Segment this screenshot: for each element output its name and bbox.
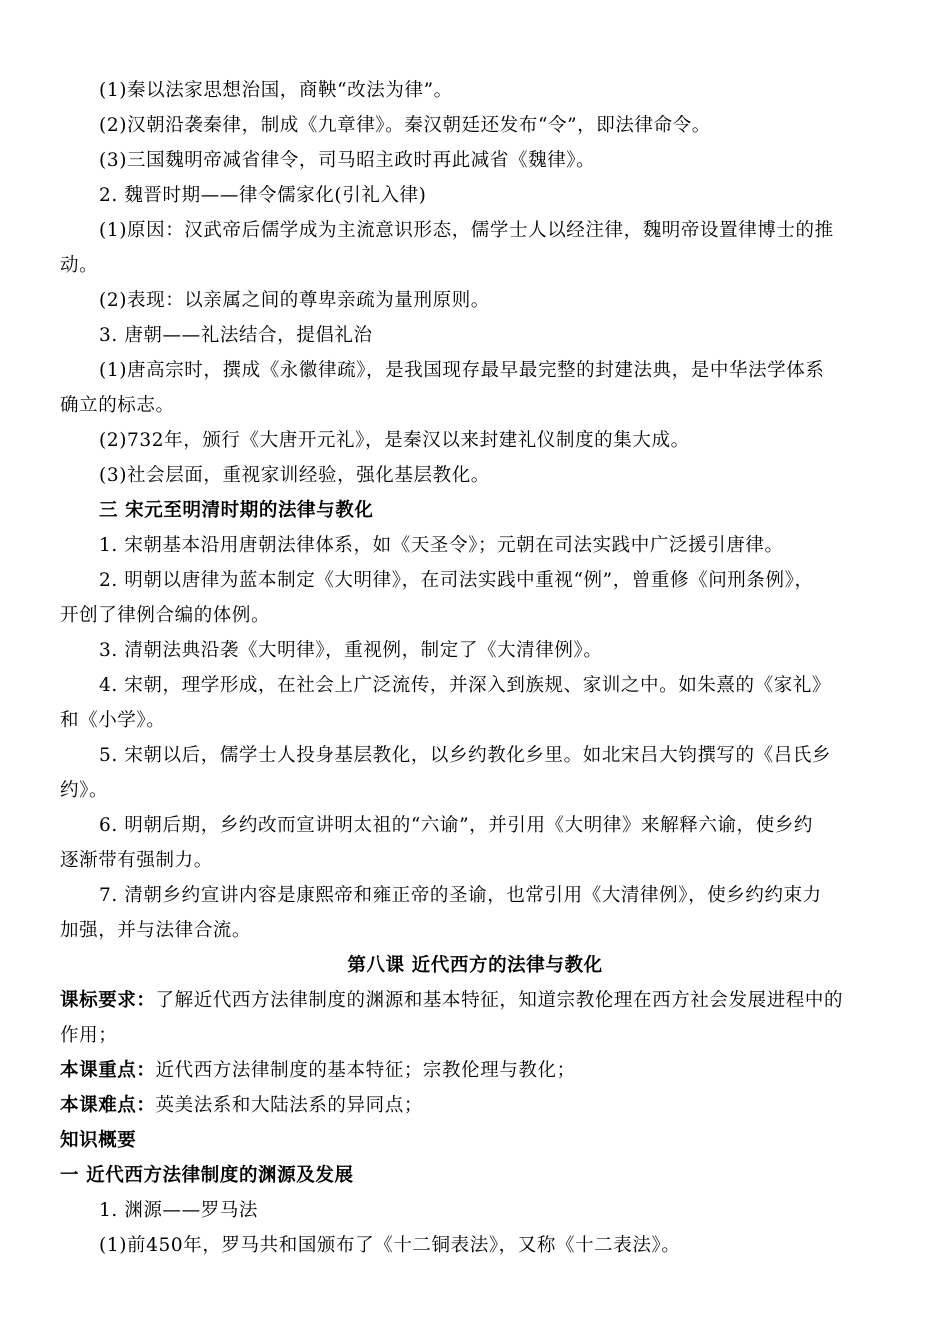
text-line: 确立的标志。 xyxy=(60,395,175,416)
key-points-label: 本课重点： xyxy=(60,1060,156,1081)
section-heading: 三 宋元至明清时期的法律与教化 xyxy=(99,500,374,521)
text-line: 4. 宋朝，理学形成，在社会上广泛流传，并深入到族规、家训之中。如朱熹的《家礼》 xyxy=(99,675,832,696)
text-line: (2)表现：以亲属之间的尊卑亲疏为量刑原则。 xyxy=(99,290,490,311)
difficult-points-label: 本课难点： xyxy=(60,1095,156,1116)
section-heading: 一 近代西方法律制度的渊源及发展 xyxy=(60,1165,354,1186)
text-line: 7. 清朝乡约宣讲内容是康熙帝和雍正帝的圣谕，也常引用《大清律例》，使乡约约束力 xyxy=(99,885,822,906)
text-line: 1. 宋朝基本沿用唐朝法律体系，如《天圣令》；元朝在司法实践中广泛援引唐律。 xyxy=(99,535,784,556)
text-line: 6. 明朝后期，乡约改而宣讲明太祖的“六谕”，并引用《大明律》来解释六谕，使乡约 xyxy=(99,815,813,836)
curriculum-standard xyxy=(60,988,910,1014)
text-line: (2)汉朝沿袭秦律，制成《九章律》。秦汉朝廷还发布“令”，即法律命令。 xyxy=(99,115,711,136)
text-line: 3. 清朝法典沿袭《大明律》，重视例，制定了《大清律例》。 xyxy=(99,640,603,661)
text-line: (2)732年，颁行《大唐开元礼》，是秦汉以来封建礼仪制度的集大成。 xyxy=(99,430,690,451)
lesson-title: 第八课 近代西方的法律与教化 xyxy=(347,955,603,976)
text-line: 作用； xyxy=(60,1025,118,1046)
text-line: (1)前450年，罗马共和国颁布了《十二铜表法》，又称《十二表法》。 xyxy=(99,1235,681,1256)
key-points xyxy=(60,1058,910,1084)
difficult-points xyxy=(60,1093,910,1119)
text-line: 逐渐带有强制力。 xyxy=(60,850,213,871)
text-line: (1)唐高宗时，撰成《永徽律疏》，是我国现存最早最完整的封建法典，是中华法学体系 xyxy=(99,360,825,381)
text-line: 2. 明朝以唐律为蓝本制定《大明律》，在司法实践中重视“例”，曾重修《问刑条例》， xyxy=(99,570,814,591)
curriculum-standard-label: 课标要求： xyxy=(60,990,156,1011)
text-line: (3)三国魏明帝减省律令，司马昭主政时再此减省《魏律》。 xyxy=(99,150,596,171)
text-line: (1)原因：汉武帝后儒学成为主流意识形态，儒学士人以经注律，魏明帝设置律博士的推 xyxy=(99,220,834,241)
text-line: 加强，并与法律合流。 xyxy=(60,920,252,941)
overview-heading: 知识概要 xyxy=(60,1130,137,1151)
subsection-heading: 3. 唐朝——礼法结合，提倡礼治 xyxy=(99,325,373,346)
text-line: (3)社会层面，重视家训经验，强化基层教化。 xyxy=(99,465,490,486)
text-line: (1)秦以法家思想治国，商鞅“改法为律”。 xyxy=(99,80,453,101)
curriculum-standard-text: 了解近代西方法律制度的渊源和基本特征，知道宗教伦理在西方社会发展进程中的 xyxy=(155,990,844,1011)
subsection-heading: 1. 渊源——罗马法 xyxy=(99,1200,259,1221)
subsection-heading: 2. 魏晋时期——律令儒家化(引礼入律) xyxy=(99,185,427,206)
text-line: 约》。 xyxy=(60,780,109,801)
text-line: 动。 xyxy=(60,255,99,276)
text-line: 和《小学》。 xyxy=(60,710,166,731)
text-line: 5. 宋朝以后，儒学士人投身基层教化，以乡约教化乡里。如北宋吕大钧撰写的《吕氏乡 xyxy=(99,745,832,766)
difficult-points-text: 英美法系和大陆法系的异同点； xyxy=(155,1095,423,1116)
text-line: 开创了律例合编的体例。 xyxy=(60,605,271,626)
key-points-text: 近代西方法律制度的基本特征；宗教伦理与教化； xyxy=(155,1060,576,1081)
